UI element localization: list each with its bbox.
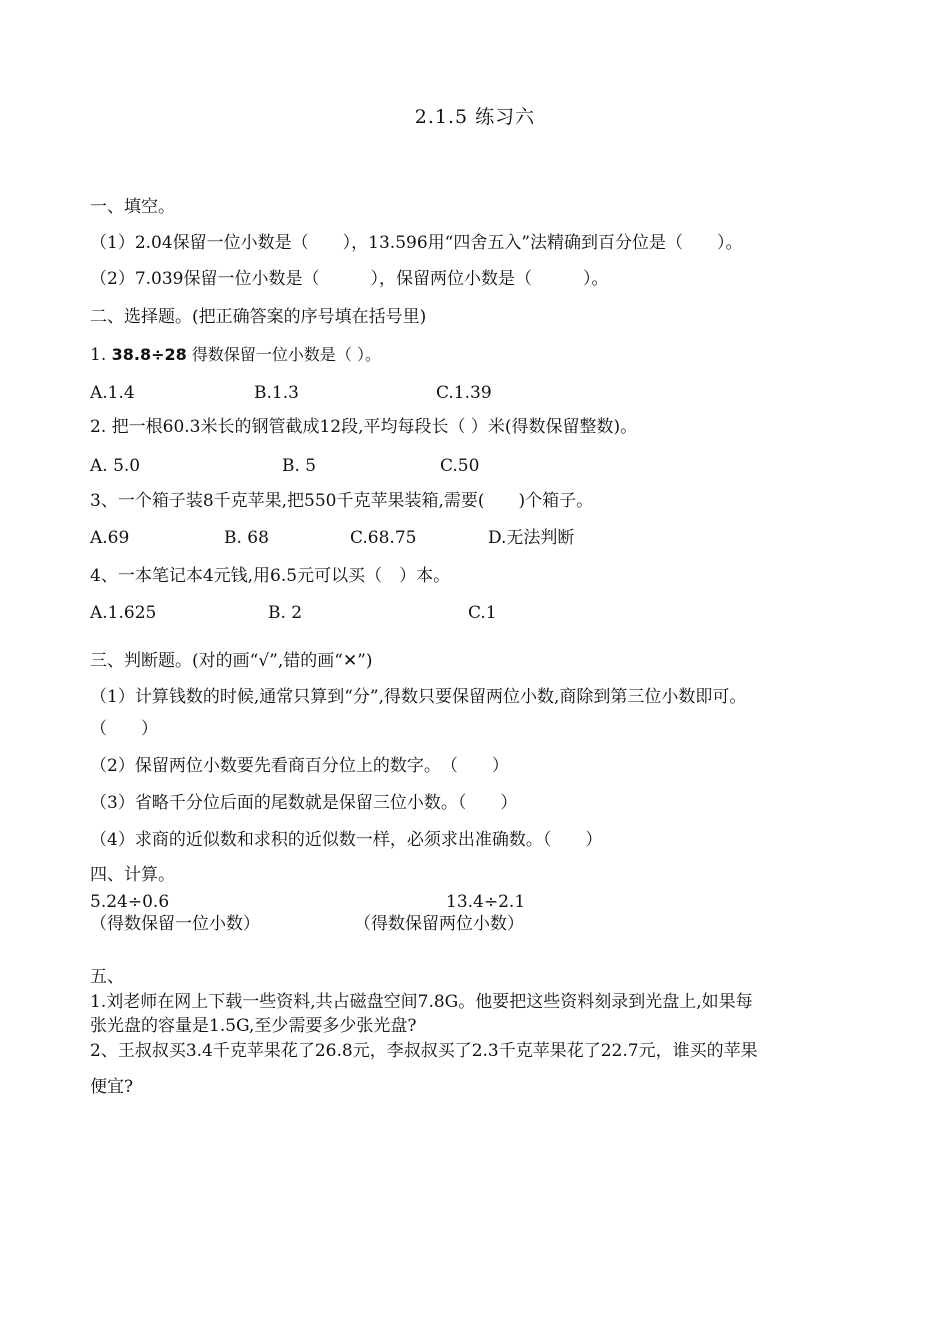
choice-q4-option-c: C.1 <box>468 603 497 623</box>
judge-question-1-blank: （ ） <box>90 719 158 739</box>
choice-q4-option-b: B. 2 <box>268 603 303 623</box>
section3-heading: 三、判断题。(对的画“√”,错的画“✕”) <box>90 651 373 671</box>
choice-q1-option-b: B.1.3 <box>254 383 299 403</box>
judge-question-2: （2）保留两位小数要先看商百分位上的数字。 （ ） <box>90 756 509 776</box>
section4-heading: 四、计算。 <box>90 865 175 885</box>
fill-question-2: （2）7.039保留一位小数是（ ），保留两位小数是（ ）。 <box>90 269 609 289</box>
section2-heading: 二、选择题。(把正确答案的序号填在括号里) <box>90 307 427 327</box>
choice-q3-option-b: B. 68 <box>224 528 269 548</box>
section5-heading: 五、 <box>90 967 124 987</box>
word-problem-2-line1: 2、王叔叔买3.4千克苹果花了26.8元，李叔叔买了2.3千克苹果花了22.7元，谁买的苹果 <box>90 1041 758 1061</box>
judge-question-4: （4）求商的近似数和求积的近似数一样，必须求出准确数。（ ） <box>90 830 603 850</box>
choice-q1-expression: 38.8÷28 <box>111 345 187 364</box>
choice-question-1 <box>90 344 381 366</box>
choice-q3-option-a: A.69 <box>90 528 130 548</box>
calc-note-2: （得数保留两位小数） <box>354 914 524 934</box>
page-title: 2.1.5 练习六 <box>414 106 536 128</box>
calc-expression-1: 5.24÷0.6 <box>90 892 170 912</box>
choice-q4-option-a: A.1.625 <box>90 603 157 623</box>
calc-expression-2: 13.4÷2.1 <box>446 892 526 912</box>
choice-question-3: 3、一个箱子装8千克苹果,把550千克苹果装箱,需要( )个箱子。 <box>90 491 594 511</box>
choice-q1-prefix: 1. <box>90 345 112 365</box>
choice-q1-option-a: A.1.4 <box>90 383 135 403</box>
word-problem-2-line2: 便宜? <box>90 1077 134 1097</box>
choice-q3-option-c: C.68.75 <box>350 528 417 548</box>
word-problem-1-line2: 张光盘的容量是1.5G,至少需要多少张光盘? <box>90 1016 417 1036</box>
choice-q3-option-d: D.无法判断 <box>488 528 575 548</box>
choice-q2-option-a: A. 5.0 <box>90 456 141 476</box>
choice-question-2: 2. 把一根60.3米长的钢管截成12段,平均每段长（ ）米(得数保留整数)。 <box>90 417 638 437</box>
calc-note-1: （得数保留一位小数） <box>90 914 260 934</box>
word-problem-1-line1: 1.刘老师在网上下载一些资料,共占磁盘空间7.8G。他要把这些资料刻录到光盘上,如果每 <box>90 992 753 1012</box>
section1-heading: 一、填空。 <box>90 197 175 217</box>
judge-question-3: （3）省略千分位后面的尾数就是保留三位小数。（ ） <box>90 793 518 813</box>
choice-q2-option-b: B. 5 <box>282 456 317 476</box>
choice-q1-text: 得数保留一位小数是（ ）。 <box>186 345 381 364</box>
fill-question-1: （1）2.04保留一位小数是（ ），13.596用“四舍五入”法精确到百分位是（ ）。 <box>90 233 743 253</box>
choice-q2-option-c: C.50 <box>440 456 480 476</box>
judge-question-1: （1）计算钱数的时候,通常只算到“分”,得数只要保留两位小数,商除到第三位小数即可。 <box>90 687 747 707</box>
choice-question-4: 4、一本笔记本4元钱,用6.5元可以买（ ）本。 <box>90 566 451 586</box>
choice-q1-option-c: C.1.39 <box>436 383 492 403</box>
